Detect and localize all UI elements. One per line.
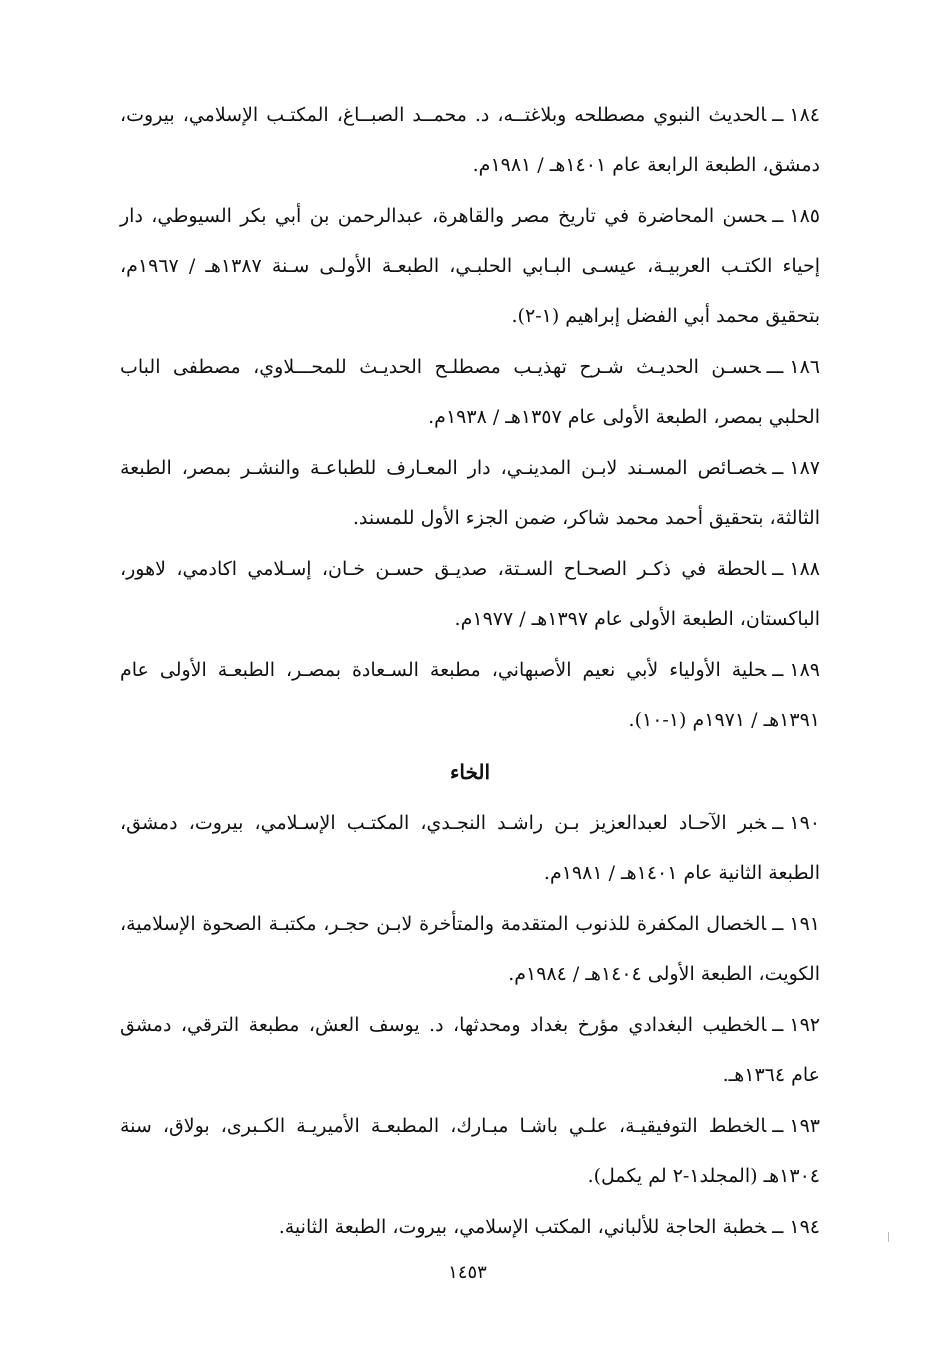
entry-number: ١٩١ [789, 913, 820, 935]
entry-text: الخطيب البغدادي مؤرخ بغداد ومحدثها، د. يوسف العش، مطبعة الترقي، دمشق عام ١٣٦٤هـ. [120, 1014, 820, 1086]
entry-text: الحديث النبوي مصطلحه وبلاغتــه، د. محمــد الصبــاغ، المكتـب الإسلامي، بيروت، دمشق، الطبعة الرابعة عام ١٤٠١هـ / ١٩٨١م. [120, 104, 820, 176]
entry-number: ١٩٢ [789, 1014, 820, 1036]
section-heading: الخاء [449, 760, 491, 784]
bibliography-entry-184 [120, 90, 820, 190]
entry-dash: ـــ [766, 356, 784, 378]
page-number: ١٤٥٣ [448, 1262, 487, 1283]
entry-number: ١٨٦ [789, 356, 820, 378]
bibliography-entry-188 [120, 544, 820, 644]
entry-text: حسن المحاضرة في تاريخ مصر والقاهرة، عبدالرحمن بن أبي بكر السيوطي، دار إحياء الكتـب العربيـة، عيسـى البـابي الحلبـي، الطبعـة الأولـى سـنة ١٣٨٧هـ / ١٩٦٧م، بتحقيق محمد أبي الفضل إبراهيم (١-٢). [120, 205, 820, 327]
scan-edge-mark [888, 1232, 889, 1242]
bibliography-entry-186 [120, 342, 820, 442]
entry-text: الخصال المكفرة للذنوب المتقدمة والمتأخرة لابـن حجـر، مكتبـة الصحوة الإسلامية، الكويت، الطبعة الأولى ١٤٠٤هـ / ١٩٨٤م. [120, 913, 820, 985]
entry-dash: ــ [772, 812, 784, 834]
entry-dash: ــ [772, 1216, 784, 1238]
entry-dash: ــ [772, 1014, 784, 1036]
bibliography-entry-194 [120, 1202, 820, 1252]
entry-dash: ــ [772, 913, 784, 935]
bibliography-entry-193 [120, 1101, 820, 1201]
entry-text: خصـائص المسـند لابـن المدينـي، دار المعـارف للطباعـة والنشـر بمصر، الطبعة الثالثة، بتحقيق أحمد محمد شاكر، ضمن الجزء الأول للمسند. [120, 457, 820, 529]
entry-number: ١٨٨ [789, 558, 820, 580]
entry-number: ١٨٥ [789, 205, 820, 227]
bibliography-entry-191 [120, 899, 820, 999]
entry-text: حسـن الحديـث شـرح تهذيـب مصطلـح الحديـث للمحـــلاوي، مصطفى الباب الحلبي بمصر، الطبعة الأولى عام ١٣٥٧هـ / ١٩٣٨م. [120, 356, 820, 428]
entry-number: ١٩٤ [789, 1216, 820, 1238]
entry-dash: ــ [772, 104, 784, 126]
entry-text: الخطط التوفيقيـة، علـي باشـا مبـارك، المطبعـة الأميريـة الكـبرى، بولاق، سنة ١٣٠٤هـ (المجلد١-٢ لم يكمل). [120, 1115, 820, 1187]
entry-dash: ــ [772, 457, 784, 479]
entry-dash: ــ [772, 205, 784, 227]
bibliography-entry-187 [120, 443, 820, 543]
entry-number: ١٩٣ [789, 1115, 820, 1137]
entry-dash: ــ [772, 558, 784, 580]
bibliography-entry-190 [120, 798, 820, 898]
entry-text: الحطة في ذكـر الصحـاح السـتة، صديـق حسـن خـان، إسـلامي اكادمي، لاهور، الباكستان، الطبعة الأولى عام ١٣٩٧هـ / ١٩٧٧م. [120, 558, 820, 630]
entry-dash: ــ [772, 1115, 784, 1137]
entry-number: ١٨٤ [789, 104, 820, 126]
bibliography-entry-189 [120, 645, 820, 745]
entry-number: ١٨٧ [789, 457, 820, 479]
entry-text: خبر الآحـاد لعبدالعزيز بـن راشـد النجـدي، المكتـب الإسـلامي، بيروت، دمشق، الطبعة الثانية عام ١٤٠١هـ / ١٩٨١م. [120, 812, 820, 884]
entry-text: خطبة الحاجة للألباني، المكتب الإسلامي، بيروت، الطبعة الثانية. [278, 1216, 767, 1238]
bibliography-entry-185 [120, 191, 820, 341]
entry-text: حلية الأولياء لأبي نعيم الأصبهاني، مطبعة السـعادة بمصـر، الطبعـة الأولى عام ١٣٩١هـ / ١٩٧١م (١-١٠). [120, 659, 820, 731]
entry-dash: ــ [772, 659, 784, 681]
entry-number: ١٨٩ [789, 659, 820, 681]
bibliography-content [120, 90, 820, 1253]
bibliography-entry-192 [120, 1000, 820, 1100]
entry-number: ١٩٠ [789, 812, 820, 834]
